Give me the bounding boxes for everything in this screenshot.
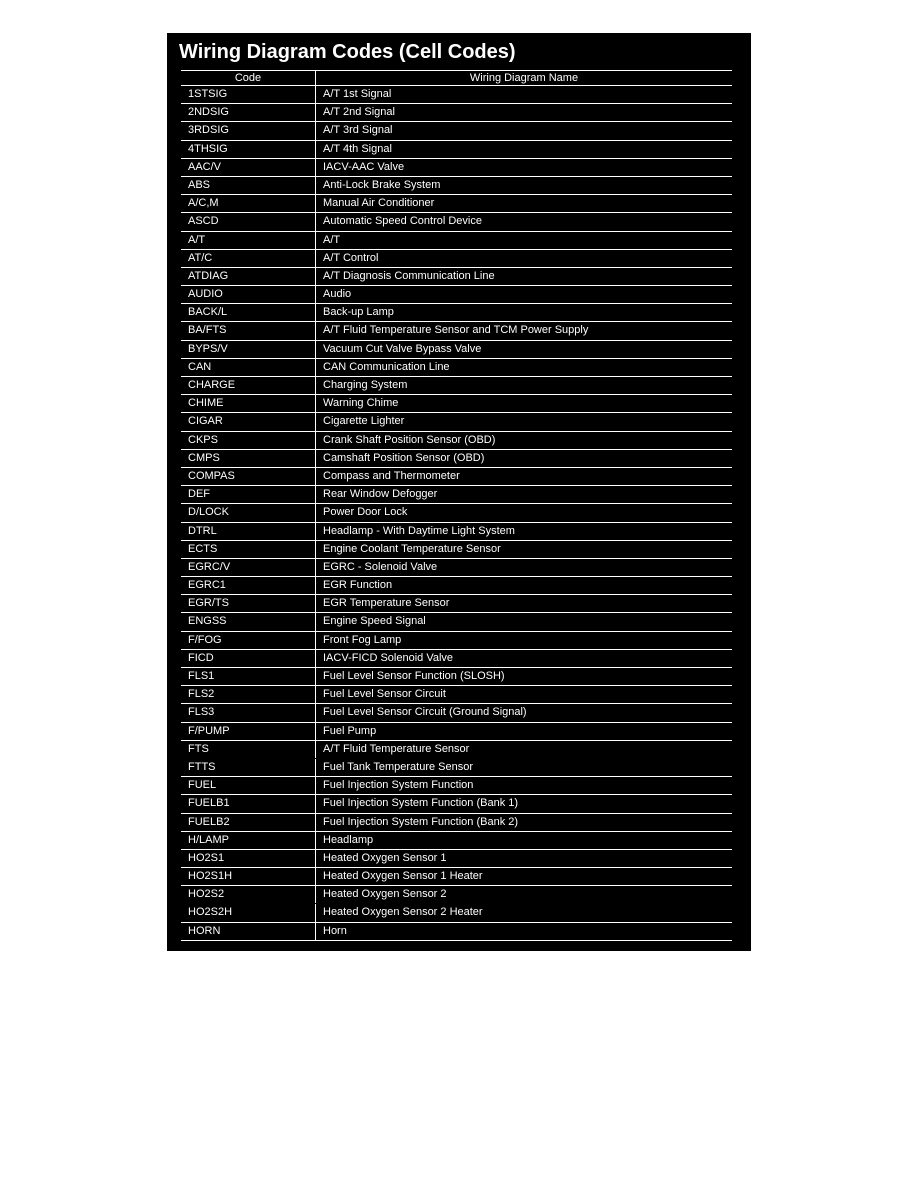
name-cell: Vacuum Cut Valve Bypass Valve: [323, 342, 482, 355]
code-cell: HORN: [181, 923, 316, 940]
name-cell: Audio: [323, 288, 352, 301]
code-cell: CMPS: [181, 450, 316, 467]
code-cell: BA/FTS: [181, 322, 316, 339]
table-row: [181, 432, 732, 450]
table-row: [181, 541, 732, 559]
code-cell: DTRL: [181, 523, 316, 540]
table-row: [181, 595, 732, 613]
code-cell: EGRC/V: [181, 559, 316, 576]
name-cell: Back-up Lamp: [323, 306, 394, 319]
name-cell: A/T Control: [323, 251, 379, 264]
table-row: [181, 359, 732, 377]
code-cell: FLS3: [181, 704, 316, 721]
table-row: [181, 814, 732, 832]
column-header-code: Code: [181, 71, 316, 85]
code-cell: F/PUMP: [181, 723, 316, 740]
name-cell: EGR Temperature Sensor: [323, 597, 450, 610]
table-row: [181, 177, 732, 195]
table-row: [181, 559, 732, 577]
code-cell: EGRC1: [181, 577, 316, 594]
table-row: [181, 322, 732, 340]
code-cell: HO2S1: [181, 850, 316, 867]
name-cell: A/T Diagnosis Communication Line: [323, 269, 495, 282]
table-row: [181, 777, 732, 795]
code-cell: F/FOG: [181, 632, 316, 649]
column-header-name: Wiring Diagram Name: [469, 72, 579, 84]
code-cell: AAC/V: [181, 159, 316, 176]
code-cell: BACK/L: [181, 304, 316, 321]
name-cell: Crank Shaft Position Sensor (OBD): [323, 433, 496, 446]
table-row: [181, 686, 732, 704]
name-cell: A/T: [323, 233, 341, 246]
code-cell: ASCD: [181, 213, 316, 230]
code-cell: CAN: [181, 359, 316, 376]
table-row: [181, 304, 732, 322]
table-row: [181, 395, 732, 413]
code-cell: A/C,M: [181, 195, 316, 212]
code-cell: CIGAR: [181, 413, 316, 430]
code-cell: HO2S2H: [181, 904, 316, 921]
table-row: [181, 504, 732, 522]
name-cell: Headlamp: [323, 833, 374, 846]
table-row: [181, 759, 732, 777]
name-cell: A/T 4th Signal: [323, 142, 392, 155]
name-cell: Headlamp - With Daytime Light System: [323, 524, 515, 537]
name-cell: Fuel Injection System Function (Bank 2): [323, 815, 519, 828]
name-cell: A/T Fluid Temperature Sensor: [323, 742, 470, 755]
table-row: [181, 104, 732, 122]
name-cell: Heated Oxygen Sensor 1: [323, 851, 447, 864]
table-row: [181, 86, 732, 104]
table-row: [181, 159, 732, 177]
code-cell: FICD: [181, 650, 316, 667]
name-cell: Fuel Level Sensor Circuit (Ground Signal): [323, 706, 527, 719]
table-row: [181, 341, 732, 359]
table-row: [181, 832, 732, 850]
table-row: [181, 250, 732, 268]
code-cell: 3RDSIG: [181, 122, 316, 139]
table-row: [181, 141, 732, 159]
code-cell: AT/C: [181, 250, 316, 267]
table-row: [181, 795, 732, 813]
code-cell: FTS: [181, 741, 316, 758]
name-cell: Engine Speed Signal: [323, 615, 426, 628]
name-cell: IACV-AAC Valve: [323, 160, 405, 173]
code-cell: COMPAS: [181, 468, 316, 485]
name-cell: CAN Communication Line: [323, 360, 450, 373]
code-cell: FTTS: [181, 759, 316, 776]
code-cell: ATDIAG: [181, 268, 316, 285]
table-row: [181, 868, 732, 886]
name-cell: A/T 1st Signal: [323, 88, 392, 100]
name-cell: A/T 3rd Signal: [323, 124, 393, 137]
name-cell: Engine Coolant Temperature Sensor: [323, 542, 501, 555]
table-body: [181, 86, 732, 941]
table-row: [181, 668, 732, 686]
name-cell: Automatic Speed Control Device: [323, 215, 482, 228]
code-cell: FUEL: [181, 777, 316, 794]
name-cell: A/T 2nd Signal: [323, 106, 395, 119]
code-cell: FLS1: [181, 668, 316, 685]
name-cell: Cigarette Lighter: [323, 415, 405, 428]
name-cell: Fuel Injection System Function (Bank 1): [323, 797, 519, 810]
code-cell: H/LAMP: [181, 832, 316, 849]
table-row: [181, 577, 732, 595]
name-cell: Camshaft Position Sensor (OBD): [323, 451, 485, 464]
name-cell: Rear Window Defogger: [323, 488, 438, 501]
name-cell: Compass and Thermometer: [323, 469, 460, 482]
name-cell: Fuel Injection System Function: [323, 779, 474, 792]
name-cell: Heated Oxygen Sensor 2 Heater: [323, 906, 483, 919]
page-title: Wiring Diagram Codes (Cell Codes): [179, 41, 516, 63]
table-row: [181, 377, 732, 395]
code-cell: FLS2: [181, 686, 316, 703]
table-row: [181, 904, 732, 922]
table-row: [181, 486, 732, 504]
name-cell: Fuel Level Sensor Circuit: [323, 688, 446, 701]
name-cell: Fuel Level Sensor Function (SLOSH): [323, 670, 505, 682]
code-cell: CKPS: [181, 432, 316, 449]
table-row: [181, 741, 732, 759]
name-cell: Charging System: [323, 379, 408, 391]
code-cell: A/T: [181, 232, 316, 249]
name-cell: Manual Air Conditioner: [323, 197, 435, 210]
code-cell: CHIME: [181, 395, 316, 412]
code-cell: FUELB2: [181, 814, 316, 831]
table-row: [181, 450, 732, 468]
name-cell: EGRC - Solenoid Valve: [323, 560, 438, 573]
table-header: [181, 70, 732, 86]
code-cell: 2NDSIG: [181, 104, 316, 121]
code-cell: ABS: [181, 177, 316, 194]
table-row: [181, 923, 732, 941]
table-row: [181, 850, 732, 868]
code-cell: ECTS: [181, 541, 316, 558]
name-cell: A/T Fluid Temperature Sensor and TCM Power Supply: [323, 324, 589, 337]
name-cell: Warning Chime: [323, 397, 399, 410]
name-cell: Fuel Tank Temperature Sensor: [323, 760, 474, 773]
name-cell: Power Door Lock: [323, 506, 408, 519]
code-cell: BYPS/V: [181, 341, 316, 358]
table-row: [181, 232, 732, 250]
table-row: [181, 468, 732, 486]
table-row: [181, 650, 732, 668]
code-cell: ENGSS: [181, 613, 316, 630]
code-cell: CHARGE: [181, 377, 316, 394]
table-row: [181, 723, 732, 741]
table-row: [181, 632, 732, 650]
code-cell: HO2S1H: [181, 868, 316, 885]
name-cell: Heated Oxygen Sensor 2: [323, 888, 447, 901]
name-cell: IACV-FICD Solenoid Valve: [323, 651, 454, 664]
code-cell: 4THSIG: [181, 141, 316, 158]
name-cell: Horn: [323, 924, 347, 937]
table-row: [181, 886, 732, 904]
code-cell: DEF: [181, 486, 316, 503]
code-cell: HO2S2: [181, 886, 316, 903]
code-cell: EGR/TS: [181, 595, 316, 612]
table-row: [181, 523, 732, 541]
code-cell: D/LOCK: [181, 504, 316, 521]
name-cell: Anti-Lock Brake System: [323, 178, 441, 191]
code-cell: 1STSIG: [181, 86, 316, 103]
codes-table: [181, 70, 732, 941]
table-row: [181, 268, 732, 286]
table-row: [181, 613, 732, 631]
table-row: [181, 213, 732, 231]
name-cell: Heated Oxygen Sensor 1 Heater: [323, 870, 483, 883]
table-row: [181, 413, 732, 431]
table-row: [181, 704, 732, 722]
table-row: [181, 122, 732, 140]
name-cell: Fuel Pump: [323, 724, 377, 737]
name-cell: EGR Function: [323, 579, 393, 592]
table-row: [181, 286, 732, 304]
wiring-codes-panel: [167, 33, 751, 951]
code-cell: AUDIO: [181, 286, 316, 303]
code-cell: FUELB1: [181, 795, 316, 812]
table-row: [181, 195, 732, 213]
name-cell: Front Fog Lamp: [323, 633, 402, 646]
